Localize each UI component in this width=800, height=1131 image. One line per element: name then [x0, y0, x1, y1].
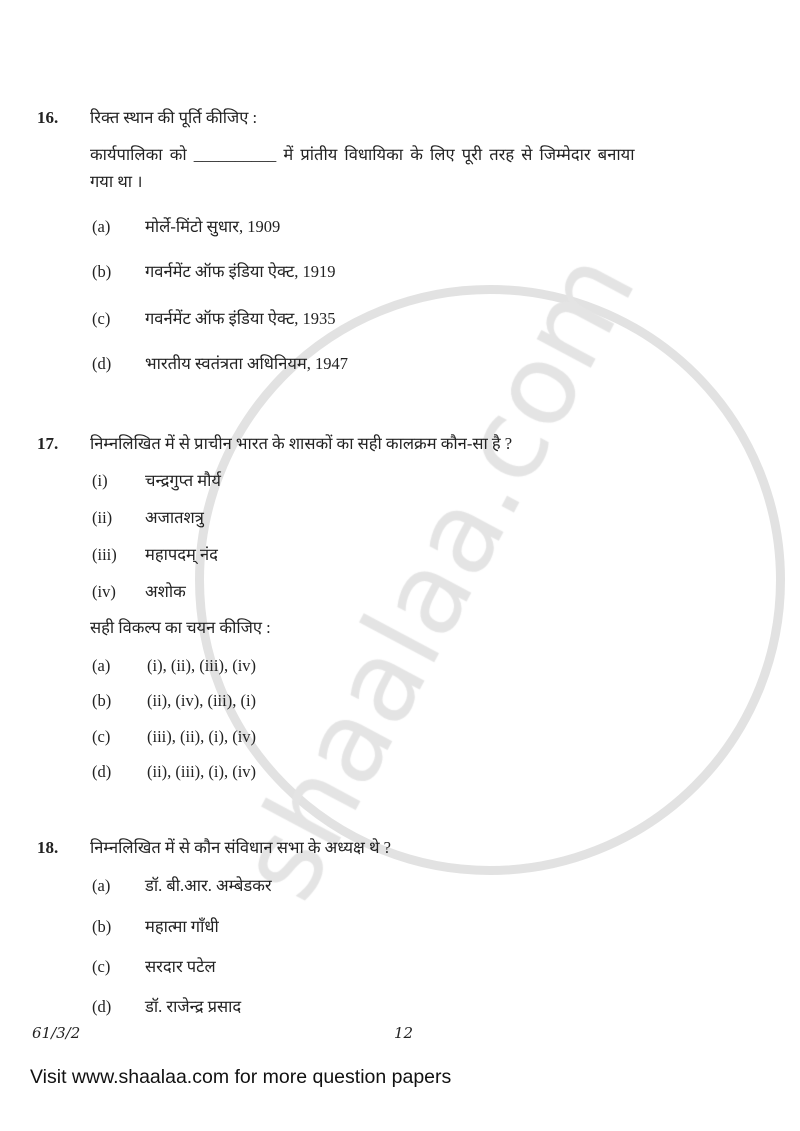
option-text: गवर्नमेंट ऑफ इंडिया ऐक्ट, 1919	[145, 262, 336, 281]
option-label: (a)	[92, 876, 111, 895]
question-stem: रिक्त स्थान की पूर्ति कीजिए :	[90, 108, 258, 127]
item-label: (iv)	[92, 582, 116, 601]
option-text: डॉ. राजेन्द्र प्रसाद	[145, 997, 242, 1016]
question-stem: निम्नलिखित में से कौन संविधान सभा के अध्यक्ष थे ?	[90, 838, 391, 857]
option-label: (b)	[92, 917, 112, 936]
item-label: (i)	[92, 471, 108, 490]
option-text: (i), (ii), (iii), (iv)	[147, 656, 257, 675]
option-text: सरदार पटेल	[145, 957, 216, 976]
option-text: गवर्नमेंट ऑफ इंडिया ऐक्ट, 1935	[145, 309, 336, 328]
instruction: सही विकल्प का चयन कीजिए :	[90, 618, 271, 637]
item-label: (iii)	[92, 545, 117, 564]
option-text: (ii), (iii), (i), (iv)	[147, 762, 257, 781]
question-number: 18.	[37, 838, 59, 857]
option-text: भारतीय स्वतंत्रता अधिनियम, 1947	[145, 354, 349, 373]
item-label: (ii)	[92, 508, 113, 527]
option-text: मोर्ले-मिंटो सुधार, 1909	[145, 217, 281, 236]
option-text: डॉ. बी.आर. अम्बेडकर	[145, 876, 272, 895]
option-label: (a)	[92, 217, 111, 236]
option-label: (c)	[92, 309, 111, 328]
option-label: (d)	[92, 762, 112, 781]
question-stem: कार्यपालिका को __________ में प्रांतीय विधायिका के लिए पूरी तरह से जिम्मेदार बनाया	[90, 145, 635, 164]
item-text: अजातशत्रु	[145, 508, 204, 527]
item-text: महापदम् नंद	[145, 545, 218, 564]
option-label: (a)	[92, 656, 111, 675]
item-text: चन्द्रगुप्त मौर्य	[145, 471, 221, 490]
option-label: (c)	[92, 957, 111, 976]
option-label: (b)	[92, 691, 112, 710]
option-text: महात्मा गाँधी	[145, 917, 219, 936]
option-text: (iii), (ii), (i), (iv)	[147, 727, 257, 746]
page-number: 12	[394, 1024, 414, 1042]
option-label: (c)	[92, 727, 111, 746]
option-label: (d)	[92, 354, 112, 373]
option-label: (b)	[92, 262, 112, 281]
paper-code: 61/3/2	[32, 1024, 81, 1042]
question-stem: निम्नलिखित में से प्राचीन भारत के शासकों का सही कालक्रम कौन-सा है ?	[90, 434, 513, 453]
promo-banner: Visit www.shaalaa.com for more question papers	[30, 1066, 452, 1088]
item-text: अशोक	[145, 582, 186, 601]
option-text: (ii), (iv), (iii), (i)	[147, 691, 257, 710]
option-label: (d)	[92, 997, 112, 1016]
question-stem: गया था ।	[90, 172, 143, 191]
question-number: 16.	[37, 108, 59, 127]
question-number: 17.	[37, 434, 59, 453]
